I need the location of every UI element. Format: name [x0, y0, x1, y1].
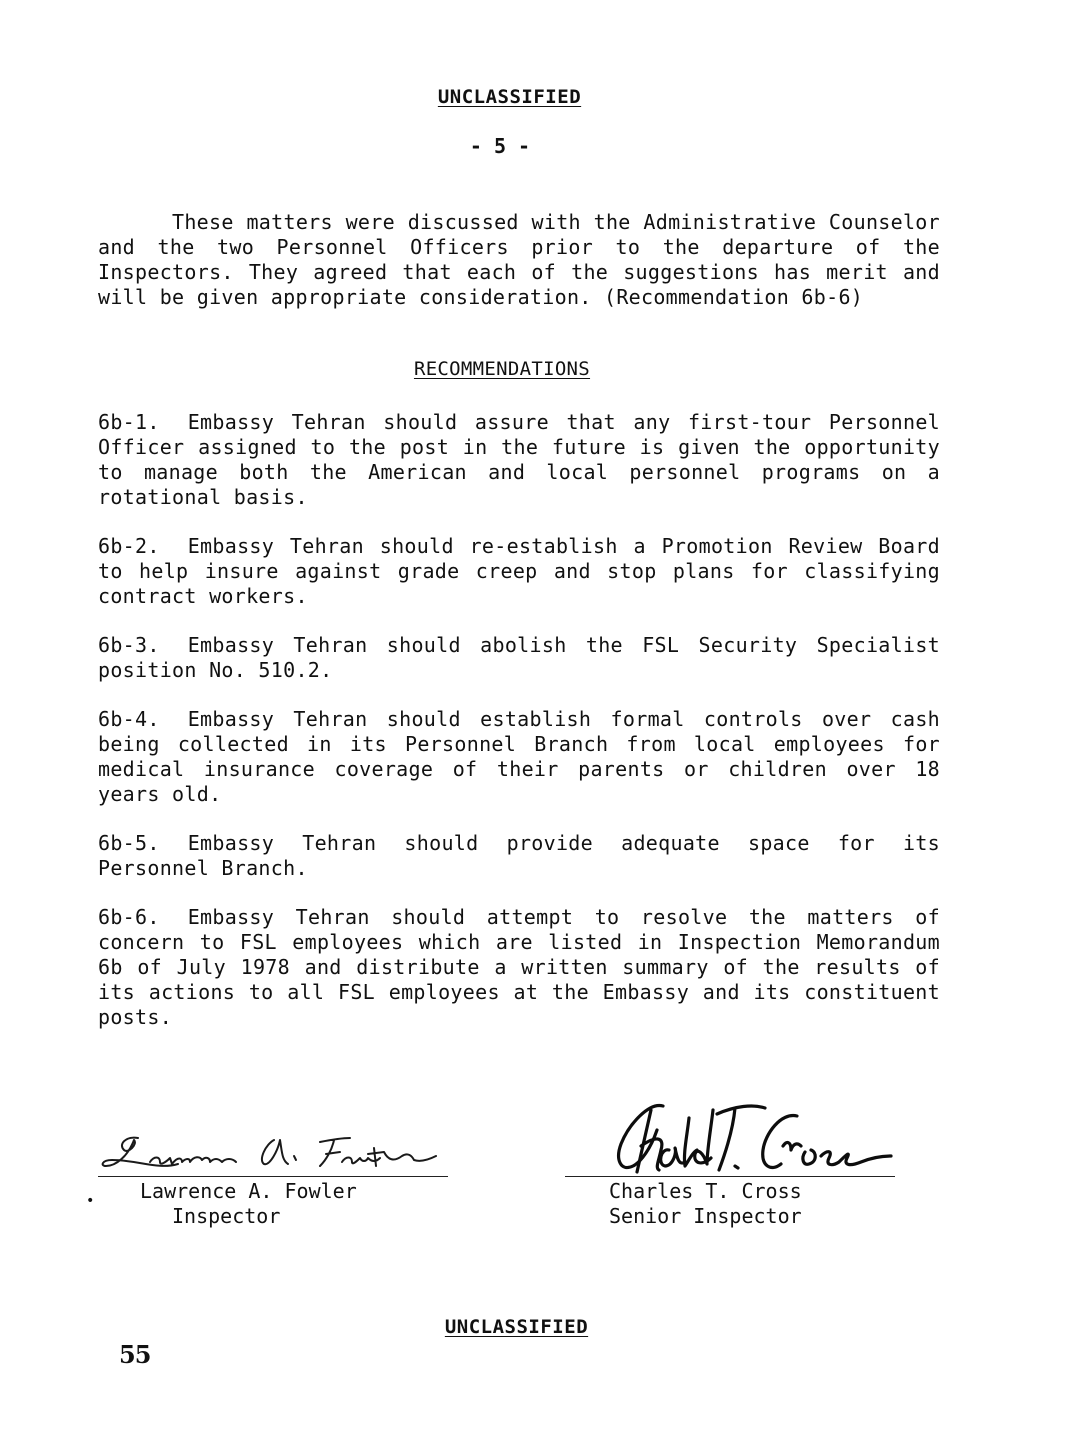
- signature-block-left: [98, 1100, 448, 1229]
- recommendation-text: Embassy Tehran should abolish the FSL Security Specialist position No. 510.2.: [98, 633, 940, 682]
- recommendations-heading: [0, 358, 1004, 380]
- recommendation-item: [98, 831, 940, 881]
- recommendation-text: Embassy Tehran should provide adequate space for its Personnel Branch.: [98, 831, 940, 880]
- recommendation-text: Embassy Tehran should assure that any first-tour Personnel Officer assigned to the post in the future is given the opportunity to manage both the American and local personnel programs on a rotational basis.: [98, 410, 940, 509]
- page-number: 55: [119, 1340, 151, 1369]
- signer-name-left: Lawrence A. Fowler: [140, 1179, 357, 1203]
- recommendation-number: 6b-1.: [98, 410, 160, 434]
- page-marker: - 5 -: [469, 134, 531, 158]
- recommendation-text: Embassy Tehran should re-establish a Promotion Review Board to help insure against grade creep and stop plans for classifying contract workers.: [98, 534, 940, 608]
- recommendation-item: [98, 633, 940, 683]
- top-classification: [0, 86, 1019, 108]
- recommendation-number: 6b-4.: [98, 707, 160, 731]
- recommendation-text: Embassy Tehran should attempt to resolve the matters of concern to FSL employees which are listed in Inspection Memorandum 6b of July 1978 and distribute a written summary of the results of its actions to all FSL employees at the Embassy and its constituent posts.: [98, 905, 940, 1029]
- signer-name-right: Charles T. Cross: [609, 1179, 802, 1203]
- handwritten-signature-fowler: [98, 1100, 448, 1176]
- recommendation-number: 6b-5.: [98, 831, 160, 855]
- recommendation-item: [98, 905, 940, 1030]
- intro-paragraph: These matters were discussed with the Administrative Counselor and the two Personnel Officers prior to the departure of the Inspectors. They agreed that each of the suggestions has merit and will be given appropriate consideration. (Recommendation 6b-6): [98, 210, 940, 309]
- scan-speck: •: [86, 1193, 95, 1209]
- signer-title-left: Inspector: [172, 1204, 281, 1228]
- top-classification-label: UNCLASSIFIED: [437, 86, 582, 108]
- signer-title-right: Senior Inspector: [609, 1204, 802, 1228]
- signature-lawrence-fowler: [98, 1100, 448, 1177]
- recommendation-number: 6b-3.: [98, 633, 160, 657]
- recommendation-item: [98, 707, 940, 807]
- bottom-classification: [0, 1316, 1033, 1338]
- handwritten-signature-cross: [565, 1100, 895, 1176]
- signature-block-right: [565, 1100, 895, 1229]
- recommendation-number: 6b-2.: [98, 534, 160, 558]
- recommendation-item: [98, 534, 940, 609]
- recommendation-number: 6b-6.: [98, 905, 160, 929]
- recommendation-text: Embassy Tehran should establish formal controls over cash being collected in its Personnel Branch from local employees for medical insurance coverage of their parents or children over 18 years old.: [98, 707, 940, 806]
- recommendation-item: [98, 410, 940, 510]
- recommendations-list: [98, 410, 940, 1054]
- signature-charles-cross: [565, 1100, 895, 1177]
- recommendations-heading-label: RECOMMENDATIONS: [413, 358, 591, 380]
- bottom-classification-label: UNCLASSIFIED: [444, 1316, 589, 1338]
